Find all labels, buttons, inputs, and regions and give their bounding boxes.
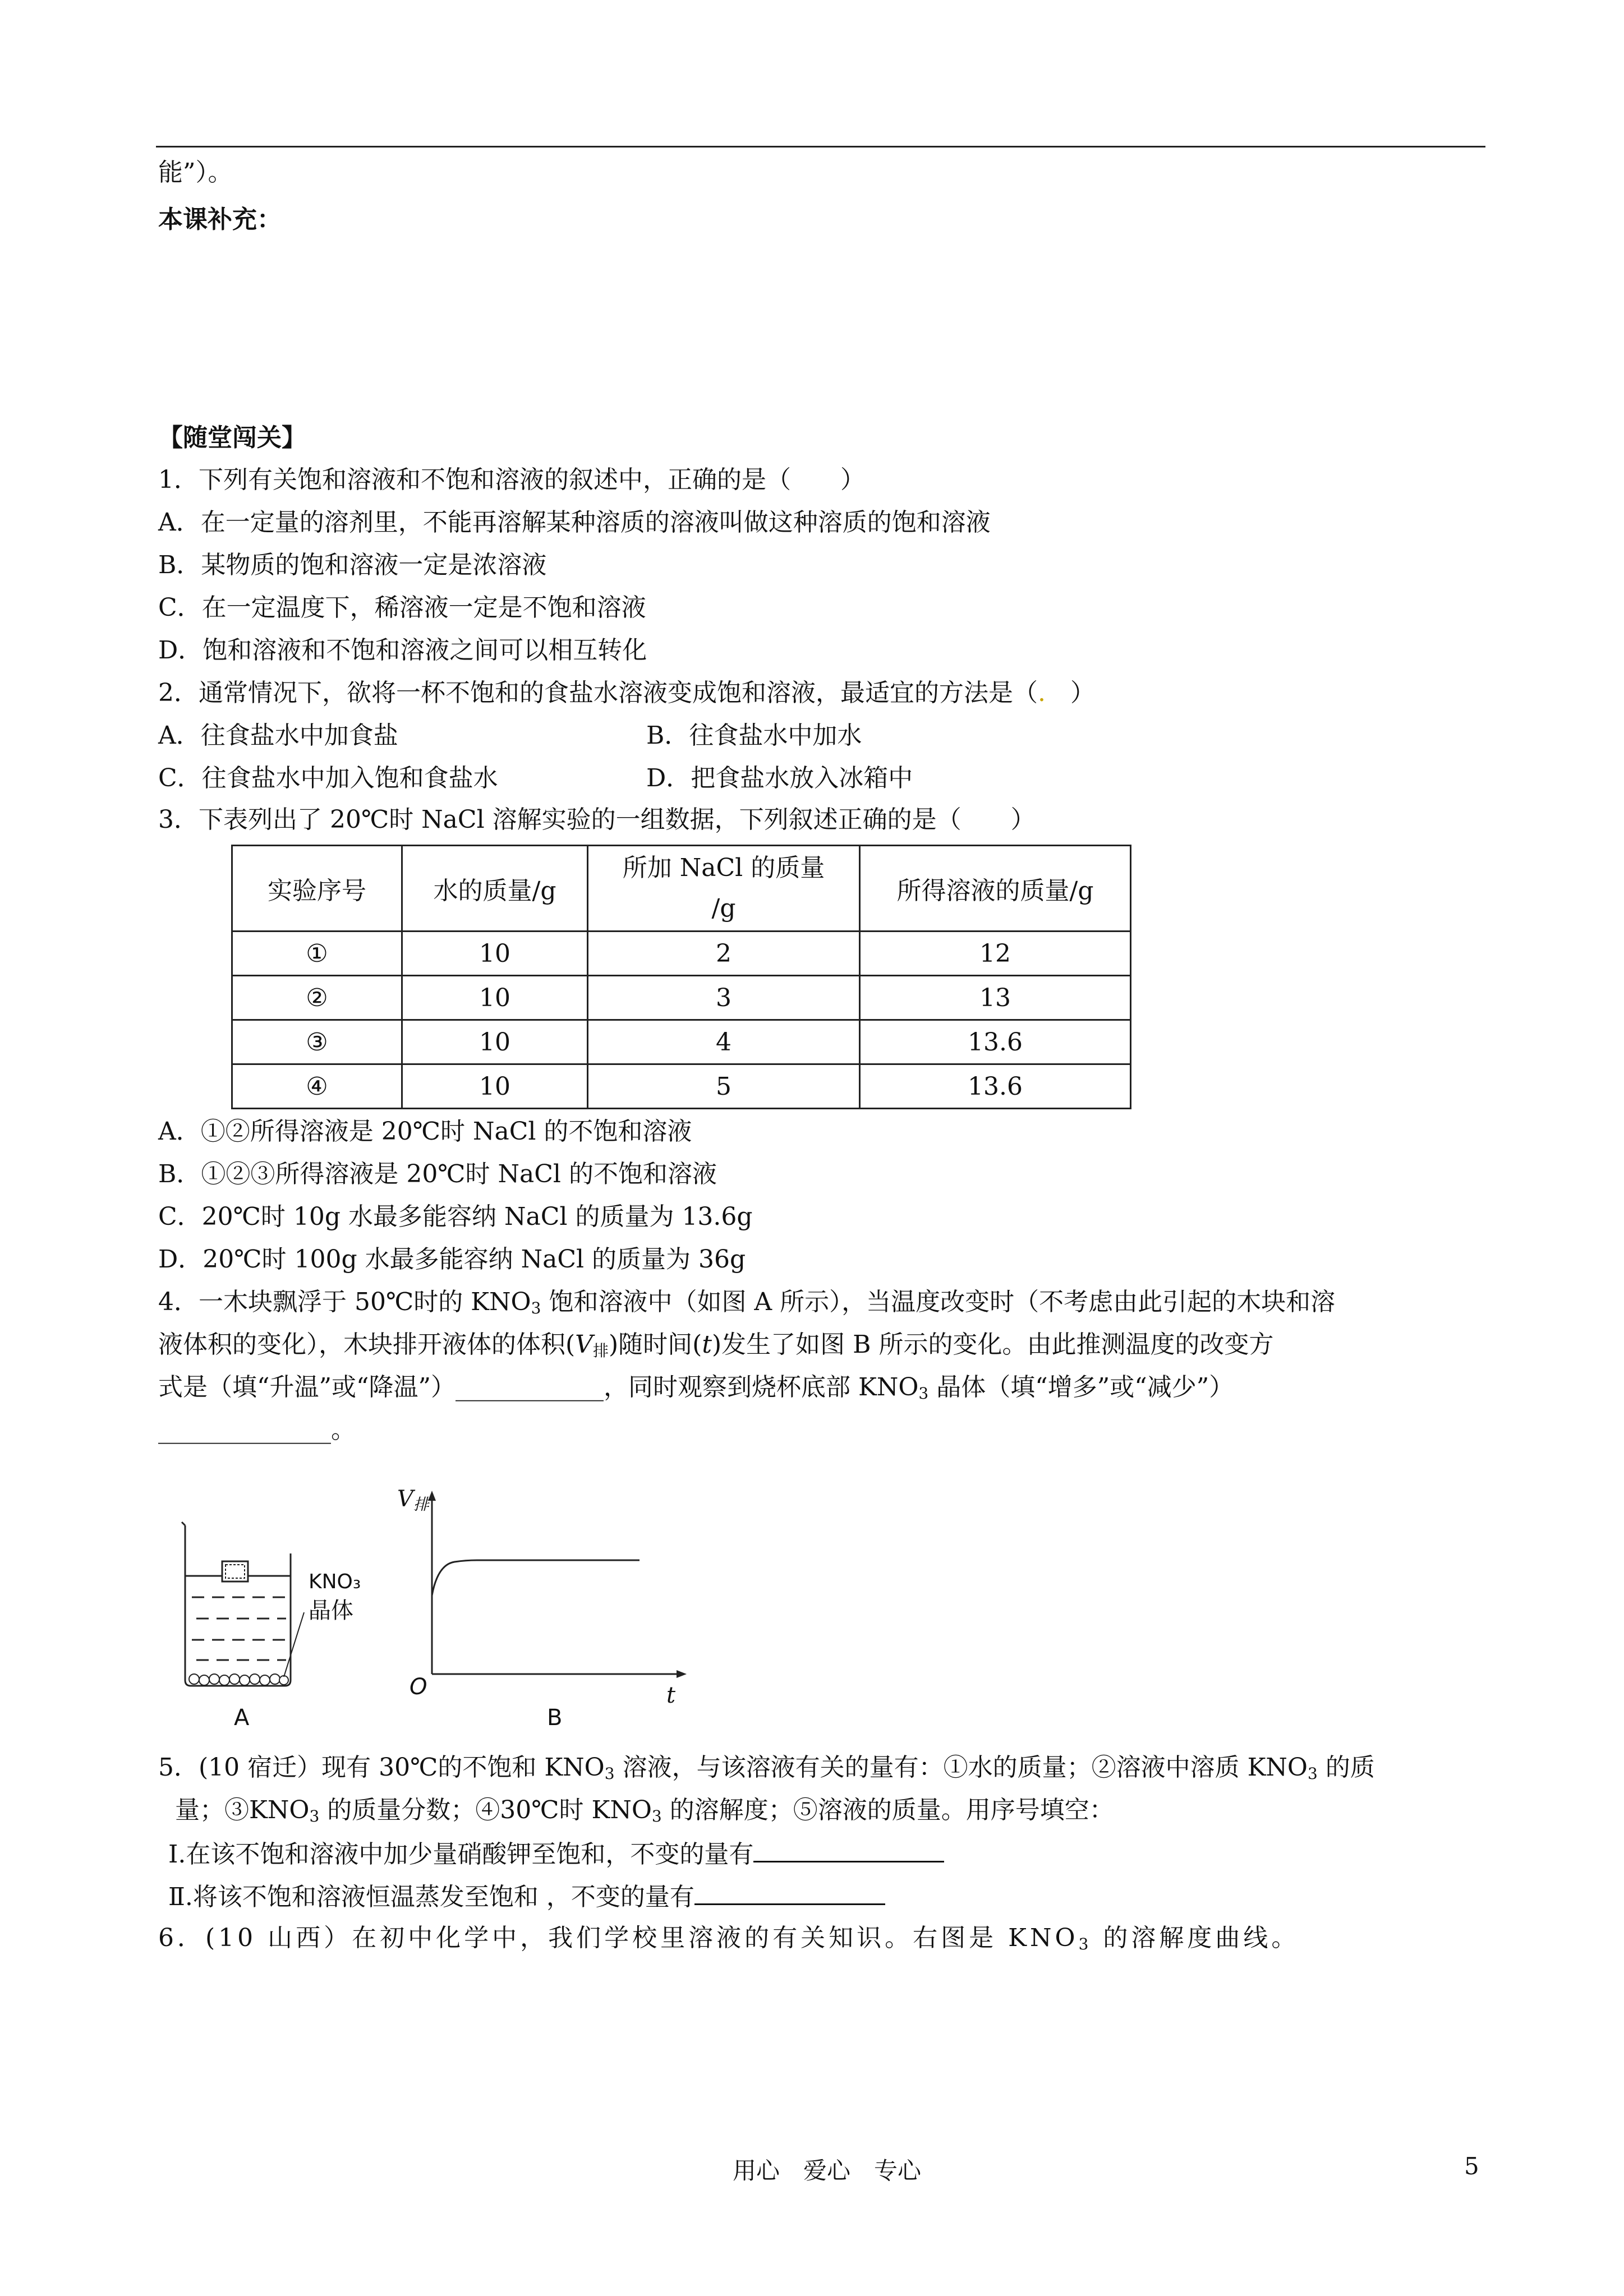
figure-a-label-bottom: 晶体	[309, 1598, 353, 1624]
supplement-label: 本课补充：	[158, 205, 282, 234]
q5-blank-2[interactable]	[694, 1881, 885, 1905]
nacl-data-table	[231, 845, 1131, 1109]
table-row	[232, 1020, 1131, 1064]
figure-a-label-top: KNO₃	[309, 1570, 361, 1593]
table-header-cell: 水的质量/g	[402, 846, 588, 932]
q2-option-d: D．把食盐水放入冰箱中	[646, 764, 913, 792]
table-cell: 3	[588, 976, 860, 1020]
table-header-row	[232, 846, 1131, 932]
q2-option-b: B．往食盐水中加水	[646, 721, 862, 750]
table-header-cell: 实验序号	[232, 846, 402, 932]
table-cell: 10	[402, 932, 588, 976]
table-cell: 10	[402, 1064, 588, 1109]
q1-option-b: B．某物质的饱和溶液一定是浓溶液	[158, 551, 547, 579]
table-cell: 13.6	[860, 1020, 1131, 1064]
figure-a-caption: A	[234, 1705, 250, 1731]
q3-option-a: A．①②所得溶液是 20℃时 NaCl 的不饱和溶液	[158, 1117, 692, 1146]
q6-line-1: 6．(10 山西）在初中化学中，我们学校里溶液的有关知识。右图是 $KNO_3$ 的溶解度曲线。	[158, 1924, 1300, 1953]
table-cell: 4	[588, 1020, 860, 1064]
table-cell: 2	[588, 932, 860, 976]
q5-line-1: 5．(10 宿迁）现有 30℃的不饱和 $KNO_3$ 溶液，与该溶液有关的量有：①水的质量；②溶液中溶质 $KNO_3$ 的质	[158, 1753, 1375, 1783]
q1-option-c: C．在一定温度下，稀溶液一定是不饱和溶液	[158, 593, 646, 622]
q4-line-4: ______________。	[158, 1416, 356, 1444]
page-number: 5	[1464, 2152, 1479, 2180]
q3-option-b: B．①②③所得溶液是 20℃时 NaCl 的不饱和溶液	[158, 1160, 717, 1188]
table-cell: 13.6	[860, 1064, 1131, 1109]
q2-option-a: A．往食盐水中加食盐	[158, 721, 398, 750]
table-cell: ①	[232, 932, 402, 976]
q3-stem: 3．下表列出了 20℃时 NaCl 溶解实验的一组数据，下列叙述正确的是（ ）	[158, 805, 1036, 834]
table-cell: ④	[232, 1064, 402, 1109]
q1-option-a: A．在一定量的溶剂里，不能再溶解某种溶质的溶液叫做这种溶质的饱和溶液	[158, 508, 991, 537]
table-row	[232, 976, 1131, 1020]
q2-dot: .	[1038, 679, 1046, 707]
q4-line-1: 4．一木块飘浮于 50℃时的 $KNO_3$ 饱和溶液中（如图 A 所示），当温度改变时（不考虑由此引起的木块和溶	[158, 1288, 1336, 1317]
figure-b-caption: B	[547, 1705, 563, 1731]
top-text: 能”）。	[158, 158, 233, 187]
q2-stem: 2．通常情况下，欲将一杯不饱和的食盐水溶液变成饱和溶液，最适宜的方法是（. ）	[158, 679, 1095, 707]
q5-item-i: Ⅰ.在该不饱和溶液中加少量硝酸钾至饱和，不变的量有	[168, 1838, 944, 1869]
section-title: 【随堂闯关】	[158, 423, 306, 452]
table-cell: 12	[860, 932, 1131, 976]
table-row	[232, 1064, 1131, 1109]
table-header-cell: 所得溶液的质量/g	[860, 846, 1131, 932]
kno3-crystals	[189, 1674, 288, 1685]
table-cell: 10	[402, 1020, 588, 1064]
table-header-cell: 所加 NaCl 的质量 /g	[588, 846, 860, 932]
q5-item-ii: Ⅱ.将该不饱和溶液恒温蒸发至饱和 ，不变的量有	[168, 1881, 885, 1912]
figure-b-graph	[387, 1481, 712, 1705]
q1-stem: 1．下列有关饱和溶液和不饱和溶液的叙述中，正确的是（ ）	[158, 465, 865, 494]
header-rule	[156, 146, 1485, 147]
table-cell: 5	[588, 1064, 860, 1109]
q4-blank-2[interactable]: ______________	[158, 1416, 331, 1444]
q4-line-2: 液体积的变化），木块排开液体的体积$(V_排)$随时间(t)发生了如图 B 所示的变化。由此推测温度的改变方	[158, 1330, 1274, 1360]
table-cell: ③	[232, 1020, 402, 1064]
q3-option-d: D．20℃时 100g 水最多能容纳 NaCl 的质量为 36g	[158, 1245, 746, 1274]
q1-option-d: D．饱和溶液和不饱和溶液之间可以相互转化	[158, 636, 647, 665]
q3-option-c: C．20℃时 10g 水最多能容纳 NaCl 的质量为 13.6g	[158, 1202, 753, 1231]
table-cell: 13	[860, 976, 1131, 1020]
q5-line-2: 量；$③KNO_3$ 的质量分数；④30℃时 $KNO_3$ 的溶解度；⑤溶液的质量。用序号填空：	[175, 1796, 1114, 1825]
volume-curve	[432, 1560, 640, 1596]
q4-line-3: 式是（填“升温”或“降温”）____________，同时观察到烧杯底部 $KNO_3$ 晶体（填“增多”或“减少”）	[158, 1373, 1234, 1403]
table-cell: ②	[232, 976, 402, 1020]
footer-motto: 用心 爱心 专心	[733, 2157, 922, 2184]
q2-option-c: C．往食盐水中加入饱和食盐水	[158, 764, 498, 792]
figure-b-y-label: $V_排$	[397, 1486, 429, 1514]
figure-b-x-label: t	[666, 1682, 676, 1708]
q4-blank-1[interactable]: ____________	[455, 1373, 604, 1401]
figure-b-origin: O	[410, 1674, 427, 1700]
table-row	[232, 932, 1131, 976]
table-cell: 10	[402, 976, 588, 1020]
q5-blank-1[interactable]	[753, 1838, 944, 1862]
